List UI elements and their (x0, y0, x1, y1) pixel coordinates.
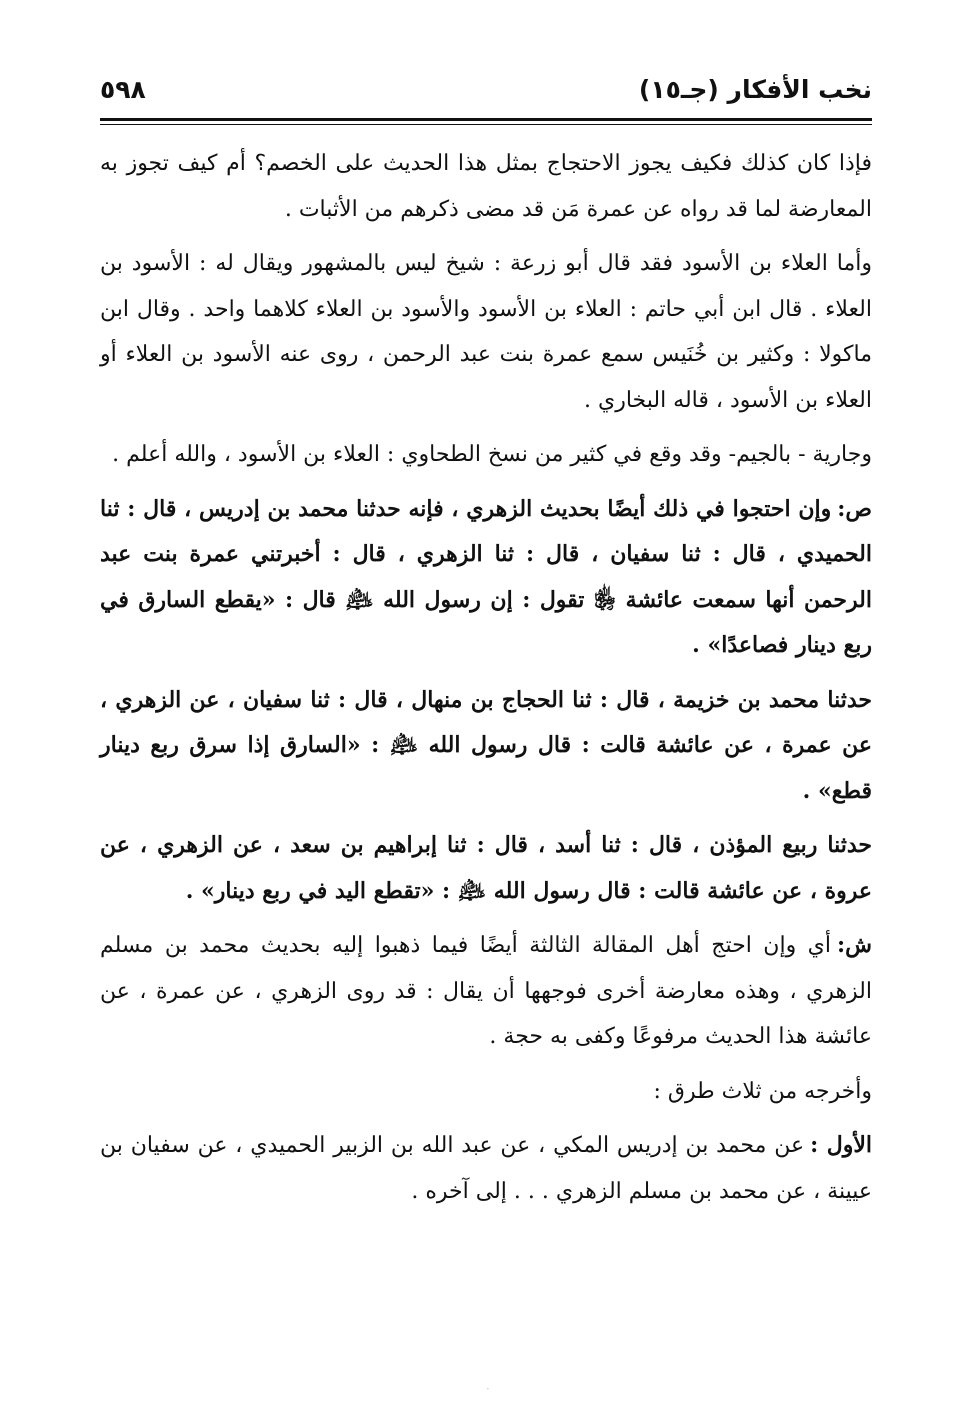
paragraph-text: وأما العلاء بن الأسود فقد قال أبو زرعة : شيخ ليس بالمشهور ويقال له : الأسود بن العلاء . قال ابن أبي حاتم : العلاء بن الأسود والأسود بن العلاء كلاهما واحد . وقال ابن ماكولا : وكثير بن خُنَيس سمع عمرة بنت عبد الرحمن ، روى عنه الأسود بن العلاء أو العلاء بن الأسود ، قاله البخاري . (100, 251, 872, 413)
paragraph-text: أي وإن احتج أهل المقالة الثالثة أيضًا فيما ذهبوا إليه بحديث محمد بن مسلم الزهري ، وهذه معارضة أخرى فوجهها أن يقال : قد روى الزهري ، عن عمرة ، عن عائشة هذا الحديث مرفوعًا وكفى به حجة . (100, 933, 872, 1049)
paragraph (100, 141, 872, 232)
header-rule-thick (100, 118, 872, 121)
paragraph (100, 241, 872, 423)
paragraph-text: حدثنا محمد بن خزيمة ، قال : ثنا الحجاج بن منهال ، قال : ثنا سفيان ، عن الزهري ، عن عمرة ، عن عائشة قالت : قال رسول الله ﵇ : «السارق إذا سرق ربع دينار قطع» . (100, 686, 872, 804)
header-rule-thin (100, 124, 872, 125)
sharh-paragraph (100, 923, 872, 1060)
matn-paragraph (100, 823, 872, 914)
page-number: ٥٩٨ (100, 75, 146, 104)
paragraph-text: فإذا كان كذلك فكيف يجوز الاحتجاج بمثل هذا الحديث على الخصم؟ أم كيف تجوز به المعارضة لما قد رواه عن عمرة مَن قد مضى ذكرهم من الأثبات . (100, 151, 872, 222)
book-page (100, 70, 872, 1223)
paragraph (100, 1069, 872, 1115)
matn-label: ص: (837, 495, 872, 522)
paragraph (100, 432, 872, 478)
paragraph-text: وجارية - بالجيم- وقد وقع في كثير من نسخ الطحاوي : العلاء بن الأسود ، والله أعلم . (112, 442, 872, 467)
matn-paragraph (100, 678, 872, 815)
paragraph-text: عن محمد بن إدريس المكي ، عن عبد الله بن الزبير الحميدي ، عن سفيان بن عيينة ، عن محمد بن مسلم الزهري . . . إلى آخره . (100, 1133, 872, 1204)
paragraph (100, 1123, 872, 1214)
paragraph-text: وأخرجه من ثلاث طرق : (653, 1078, 872, 1104)
body-text (100, 141, 872, 1214)
page-header (100, 70, 872, 110)
first-route-label: الأول : (810, 1132, 872, 1158)
matn-paragraph (100, 487, 872, 669)
running-title: نخب الأفكار (جـ١٥) (638, 75, 872, 104)
sharh-label: ش: (837, 932, 872, 958)
scan-mark: · (486, 1382, 490, 1396)
paragraph-text: حدثنا ربيع المؤذن ، قال : ثنا أسد ، قال : ثنا إبراهيم بن سعد ، عن الزهري ، عن عروة ، عن عائشة قالت : قال رسول الله ﵇ : «تقطع اليد في ربع دينار» . (100, 832, 872, 904)
paragraph-text: وإن احتجوا في ذلك أيضًا بحديث الزهري ، فإنه حدثنا محمد بن إدريس ، قال : ثنا الحميدي ، قال : ثنا سفيان ، قال : ثنا الزهري ، قال : أخبرتني عمرة بنت عبد الرحمن أنها سمعت عائشة ﵂ تقول : إن رسول الله ﵇ قال : «يقطع السارق في ربع دينار فصاعدًا» . (100, 495, 872, 658)
